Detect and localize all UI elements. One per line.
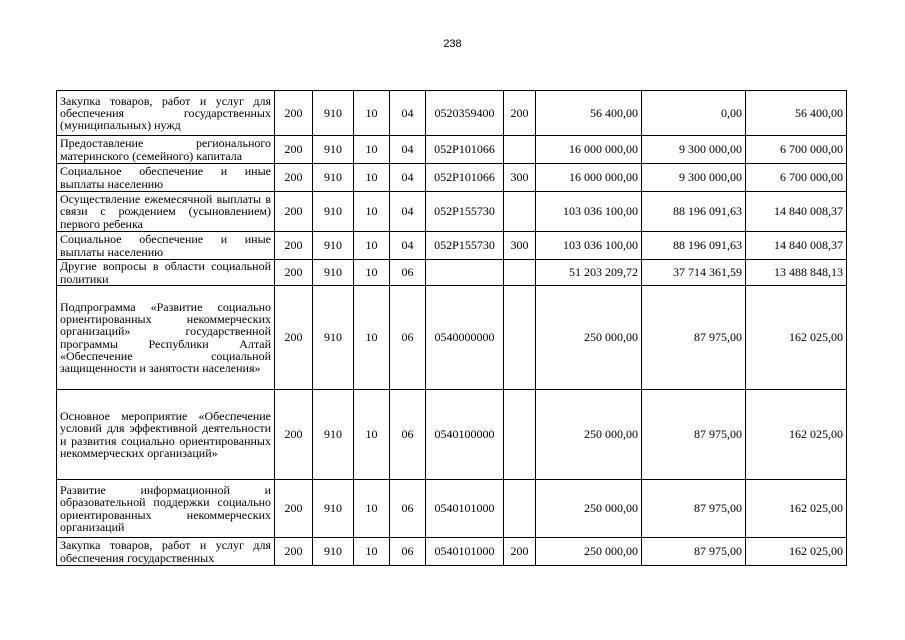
- cell-total: 250 000,00: [536, 390, 642, 480]
- cell-pr: 06: [390, 390, 426, 480]
- cell-reg: 162 025,00: [746, 480, 847, 538]
- cell-pr: 04: [390, 91, 426, 136]
- cell-grbs: 200: [275, 480, 313, 538]
- cell-reg: 6 700 000,00: [746, 136, 847, 164]
- cell-fed: 9 300 000,00: [642, 136, 746, 164]
- cell-name: Подпрограмма «Развитие социально ориентированных некоммерческих организаций» государственной программы Республики Алтай «Обеспечение социальной защищенности и занятости населения»: [57, 286, 275, 390]
- cell-csr: 0540101000: [426, 538, 504, 566]
- cell-name: Закупка товаров, работ и услуг для обеспечения государственных: [57, 538, 275, 566]
- cell-ved: 910: [313, 91, 354, 136]
- cell-ved: 910: [313, 136, 354, 164]
- cell-rz: 10: [354, 260, 390, 286]
- cell-vr: [504, 286, 536, 390]
- cell-grbs: 200: [275, 192, 313, 232]
- budget-table: [56, 90, 847, 566]
- cell-total: 16 000 000,00: [536, 164, 642, 192]
- cell-csr: 0540100000: [426, 390, 504, 480]
- cell-vr: [504, 192, 536, 232]
- cell-vr: 200: [504, 538, 536, 566]
- cell-reg: 13 488 848,13: [746, 260, 847, 286]
- table-row: [57, 192, 847, 232]
- cell-vr: [504, 136, 536, 164]
- table-row: [57, 136, 847, 164]
- cell-rz: 10: [354, 164, 390, 192]
- table-row: [57, 164, 847, 192]
- cell-total: 103 036 100,00: [536, 232, 642, 260]
- cell-name: Социальное обеспечение и иные выплаты населению: [57, 164, 275, 192]
- cell-fed: 88 196 091,63: [642, 192, 746, 232]
- cell-total: 56 400,00: [536, 91, 642, 136]
- cell-pr: 04: [390, 232, 426, 260]
- cell-fed: 87 975,00: [642, 390, 746, 480]
- cell-ved: 910: [313, 538, 354, 566]
- cell-ved: 910: [313, 232, 354, 260]
- cell-total: 250 000,00: [536, 286, 642, 390]
- cell-ved: 910: [313, 286, 354, 390]
- cell-csr: 052P101066: [426, 164, 504, 192]
- cell-total: 103 036 100,00: [536, 192, 642, 232]
- cell-grbs: 200: [275, 260, 313, 286]
- cell-fed: 9 300 000,00: [642, 164, 746, 192]
- cell-ved: 910: [313, 164, 354, 192]
- cell-pr: 04: [390, 136, 426, 164]
- cell-csr: 0540101000: [426, 480, 504, 538]
- cell-grbs: 200: [275, 164, 313, 192]
- cell-rz: 10: [354, 136, 390, 164]
- cell-csr: 052P101066: [426, 136, 504, 164]
- cell-grbs: 200: [275, 136, 313, 164]
- table-row: [57, 91, 847, 136]
- cell-fed: 87 975,00: [642, 286, 746, 390]
- cell-csr: [426, 260, 504, 286]
- cell-vr: [504, 260, 536, 286]
- cell-ved: 910: [313, 192, 354, 232]
- cell-rz: 10: [354, 91, 390, 136]
- cell-csr: 0540000000: [426, 286, 504, 390]
- cell-total: 16 000 000,00: [536, 136, 642, 164]
- cell-name: Социальное обеспечение и иные выплаты населению: [57, 232, 275, 260]
- cell-vr: 300: [504, 164, 536, 192]
- table-row: [57, 538, 847, 566]
- cell-name: Другие вопросы в области социальной политики: [57, 260, 275, 286]
- table-row: [57, 260, 847, 286]
- cell-ved: 910: [313, 480, 354, 538]
- cell-vr: [504, 480, 536, 538]
- cell-rz: 10: [354, 480, 390, 538]
- cell-grbs: 200: [275, 286, 313, 390]
- cell-name: Закупка товаров, работ и услуг для обеспечения государственных (муниципальных) нужд: [57, 91, 275, 136]
- cell-pr: 04: [390, 192, 426, 232]
- cell-fed: 88 196 091,63: [642, 232, 746, 260]
- cell-name: Предоставление регионального материнского (семейного) капитала: [57, 136, 275, 164]
- cell-pr: 06: [390, 260, 426, 286]
- cell-fed: 37 714 361,59: [642, 260, 746, 286]
- cell-reg: 162 025,00: [746, 390, 847, 480]
- cell-reg: 6 700 000,00: [746, 164, 847, 192]
- cell-ved: 910: [313, 390, 354, 480]
- table-row: [57, 480, 847, 538]
- cell-rz: 10: [354, 286, 390, 390]
- cell-grbs: 200: [275, 232, 313, 260]
- cell-total: 250 000,00: [536, 480, 642, 538]
- cell-csr: 052P155730: [426, 192, 504, 232]
- cell-name: Осуществление ежемесячной выплаты в связи с рождением (усыновлением) первого ребенка: [57, 192, 275, 232]
- cell-rz: 10: [354, 390, 390, 480]
- cell-pr: 04: [390, 164, 426, 192]
- cell-csr: 052P155730: [426, 232, 504, 260]
- cell-ved: 910: [313, 260, 354, 286]
- cell-reg: 56 400,00: [746, 91, 847, 136]
- cell-reg: 14 840 008,37: [746, 232, 847, 260]
- cell-csr: 0520359400: [426, 91, 504, 136]
- cell-reg: 162 025,00: [746, 538, 847, 566]
- cell-reg: 162 025,00: [746, 286, 847, 390]
- cell-name: Основное мероприятие «Обеспечение условий для эффективной деятельности и развития социально ориентированных некоммерческих организаций»: [57, 390, 275, 480]
- cell-pr: 06: [390, 538, 426, 566]
- cell-fed: 87 975,00: [642, 480, 746, 538]
- cell-grbs: 200: [275, 91, 313, 136]
- cell-grbs: 200: [275, 390, 313, 480]
- cell-rz: 10: [354, 232, 390, 260]
- table-row: [57, 390, 847, 480]
- table-row: [57, 232, 847, 260]
- cell-grbs: 200: [275, 538, 313, 566]
- cell-rz: 10: [354, 538, 390, 566]
- cell-vr: 300: [504, 232, 536, 260]
- cell-name: Развитие информационной и образовательной поддержки социально ориентированных некоммерческих организаций: [57, 480, 275, 538]
- cell-pr: 06: [390, 286, 426, 390]
- cell-reg: 14 840 008,37: [746, 192, 847, 232]
- cell-fed: 0,00: [642, 91, 746, 136]
- cell-total: 51 203 209,72: [536, 260, 642, 286]
- cell-vr: [504, 390, 536, 480]
- cell-fed: 87 975,00: [642, 538, 746, 566]
- cell-rz: 10: [354, 192, 390, 232]
- cell-vr: 200: [504, 91, 536, 136]
- cell-pr: 06: [390, 480, 426, 538]
- page-number: 238: [443, 38, 462, 50]
- cell-total: 250 000,00: [536, 538, 642, 566]
- table-row: [57, 286, 847, 390]
